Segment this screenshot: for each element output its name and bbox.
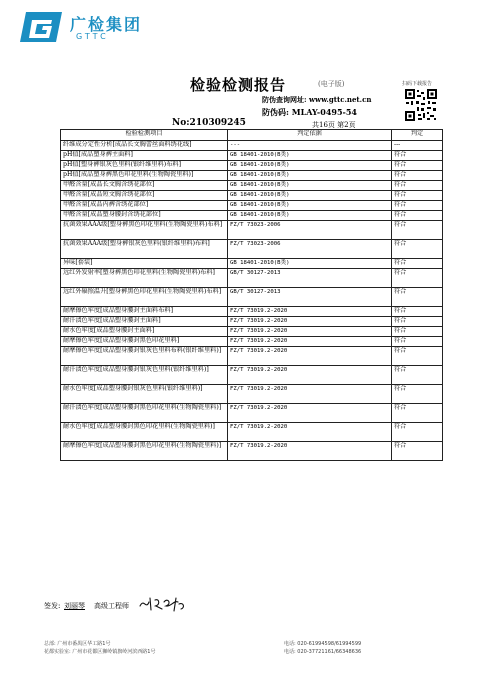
cell-result: 符合 <box>392 317 443 327</box>
table-row <box>61 288 443 307</box>
footer-phone-lab: 电话: 020-37721161/66348636 <box>284 649 362 655</box>
table-row <box>61 181 443 191</box>
cell-basis: GB/T 30127-2013 <box>228 269 392 288</box>
handwritten-signature-icon <box>138 594 188 614</box>
cell-result: 符合 <box>392 385 443 404</box>
cell-result: 符合 <box>392 337 443 347</box>
cell-result: 符合 <box>392 221 443 240</box>
cell-item: pH值[成品塑身裤黑色印花里料(生物陶瓷里料)] <box>61 171 228 181</box>
table-row <box>61 240 443 259</box>
cell-result: 符合 <box>392 423 443 442</box>
cell-item: 耐汗渍色牢度[成品塑身腰封黑色印花里料(生物陶瓷里料)] <box>61 404 228 423</box>
table-row <box>61 269 443 288</box>
table-row <box>61 141 443 151</box>
cell-result: 符合 <box>392 288 443 307</box>
footer-address-hq: 总部: 广州市番禺区华工路1号 <box>44 641 111 647</box>
qr-code-icon[interactable] <box>404 88 438 122</box>
cell-basis: GB 18401-2010(B类) <box>228 211 392 221</box>
cell-result: 符合 <box>392 269 443 288</box>
cell-item: 异味[套装] <box>61 259 228 269</box>
cell-basis: GB 18401-2010(B类) <box>228 201 392 211</box>
verify-code: 防伪码: MLAY-0495-54 <box>262 107 357 117</box>
cell-basis: GB 18401-2010(B类) <box>228 181 392 191</box>
table-row <box>61 259 443 269</box>
cell-item: 耐水色牢度[成品塑身腰封黑色印花里料(生物陶瓷里料)] <box>61 423 228 442</box>
cell-basis: GB 18401-2010(B类) <box>228 259 392 269</box>
qr-label: 扫码下载报告 <box>402 81 433 87</box>
table-row <box>61 442 443 461</box>
cell-basis: GB/T 30127-2013 <box>228 288 392 307</box>
cell-result: 符合 <box>392 404 443 423</box>
report-title: 检验检测报告 <box>190 76 287 94</box>
cell-result: 符合 <box>392 211 443 221</box>
cell-item: 耐摩擦色牢度[成品塑身腰封银灰色里料布料(银纤维里料)] <box>61 347 228 366</box>
cell-item: 耐汗渍色牢度[成品塑身腰封主面料] <box>61 317 228 327</box>
header-result: 判定 <box>392 130 443 141</box>
signer-name: 刘丽琴 <box>64 602 85 610</box>
header-basis: 判定依据 <box>228 130 392 141</box>
cell-item: 远红外辐照温升[塑身裤黑色印花里料(生物陶瓷里料)布料] <box>61 288 228 307</box>
cell-basis: FZ/T 73023-2006 <box>228 240 392 259</box>
logo-text-cn: 广检集团 <box>70 15 143 34</box>
table-row <box>61 151 443 161</box>
cell-item: pH值[塑身裤银灰色里料(银纤维里料)布料] <box>61 161 228 171</box>
cell-result: 符合 <box>392 161 443 171</box>
cell-basis: GB 18401-2010(B类) <box>228 191 392 201</box>
cell-result: 符合 <box>392 366 443 385</box>
footer-phone-hq: 电话: 020-61994598/61994599 <box>284 641 362 647</box>
cell-basis: FZ/T 73019.2-2020 <box>228 327 392 337</box>
cell-basis: --- <box>228 141 392 151</box>
test-results-table <box>60 129 443 461</box>
cell-item: 纤维成分定性分析[成品长文胸蕾丝面料绣花线] <box>61 141 228 151</box>
cell-result: --- <box>392 141 443 151</box>
cell-basis: GB 18401-2010(B类) <box>228 171 392 181</box>
cell-result: 符合 <box>392 327 443 337</box>
cell-item: 耐水色牢度[成品塑身腰封主面料] <box>61 327 228 337</box>
cell-result: 符合 <box>392 240 443 259</box>
sign-label: 签发: <box>44 602 61 610</box>
cell-item: 甲醛含量[成品塑身腰封含绣花部位] <box>61 211 228 221</box>
cell-basis: FZ/T 73019.2-2020 <box>228 366 392 385</box>
verify-website: 防伪查询网址: www.gttc.net.cn <box>262 95 372 104</box>
cell-result: 符合 <box>392 307 443 317</box>
cell-result: 符合 <box>392 259 443 269</box>
table-row <box>61 307 443 317</box>
cell-basis: FZ/T 73019.2-2020 <box>228 317 392 327</box>
cell-result: 符合 <box>392 347 443 366</box>
cell-result: 符合 <box>392 442 443 461</box>
cell-basis: FZ/T 73019.2-2020 <box>228 347 392 366</box>
cell-item: 甲醛含量[成品内裤含绣花部位] <box>61 201 228 211</box>
page-indicator: 共16页 第2页 <box>312 121 356 129</box>
table-row <box>61 404 443 423</box>
footer-address-lab: 花都实验室: 广州市花都区狮岭镇旗岭河滨西路1号 <box>44 649 156 655</box>
table-row <box>61 317 443 327</box>
table-row <box>61 347 443 366</box>
cell-item: 耐水色牢度[成品塑身腰封银灰色里料(银纤维里料)] <box>61 385 228 404</box>
cell-basis: GB 18401-2010(B类) <box>228 161 392 171</box>
table-row <box>61 171 443 181</box>
cell-basis: FZ/T 73019.2-2020 <box>228 337 392 347</box>
edition-label: (电子版) <box>318 80 345 88</box>
cell-result: 符合 <box>392 151 443 161</box>
cell-item: 抗菌效果AAA级[塑身裤银灰色里料(银纤维里料)布料] <box>61 240 228 259</box>
cell-result: 符合 <box>392 181 443 191</box>
report-number: No:210309245 <box>172 118 246 128</box>
cell-basis: FZ/T 73019.2-2020 <box>228 307 392 317</box>
table-row <box>61 327 443 337</box>
table-row <box>61 221 443 240</box>
cell-result: 符合 <box>392 201 443 211</box>
cell-basis: FZ/T 73023-2006 <box>228 221 392 240</box>
cell-item: 耐摩擦色牢度[成品塑身腰封黑色印花里料(生物陶瓷里料)] <box>61 442 228 461</box>
cell-basis: FZ/T 73019.2-2020 <box>228 404 392 423</box>
header-item: 检验检测项目 <box>61 130 228 141</box>
cell-basis: GB 18401-2010(B类) <box>228 151 392 161</box>
cell-result: 符合 <box>392 191 443 201</box>
logo-text-en: GTTC <box>76 32 109 41</box>
cell-result: 符合 <box>392 171 443 181</box>
company-logo <box>18 10 178 48</box>
cell-item: 甲醛含量[成品长文胸含绣花部位] <box>61 181 228 191</box>
cell-item: 远红外发射率[塑身裤黑色印花里料(生物陶瓷里料)布料] <box>61 269 228 288</box>
cell-basis: FZ/T 73019.2-2020 <box>228 385 392 404</box>
table-header-row <box>61 130 443 141</box>
cell-basis: FZ/T 73019.2-2020 <box>228 442 392 461</box>
table-row <box>61 337 443 347</box>
table-row <box>61 201 443 211</box>
table-row <box>61 366 443 385</box>
table-row <box>61 385 443 404</box>
cell-basis: FZ/T 73019.2-2020 <box>228 423 392 442</box>
cell-item: 耐摩擦色牢度[成品塑身腰封主面料布料] <box>61 307 228 317</box>
logo-mark-icon <box>18 10 64 44</box>
table-row <box>61 211 443 221</box>
cell-item: 耐汗渍色牢度[成品塑身腰封银灰色里料(银纤维里料)] <box>61 366 228 385</box>
cell-item: pH值[成品塑身裤主面料] <box>61 151 228 161</box>
signer-title: 高级工程师 <box>94 602 129 610</box>
table-row <box>61 191 443 201</box>
cell-item: 抗菌效果AAA级[塑身裤黑色印花里料(生物陶瓷里料)布料] <box>61 221 228 240</box>
table-row <box>61 423 443 442</box>
cell-item: 耐摩擦色牢度[成品塑身腰封黑色印花里料] <box>61 337 228 347</box>
cell-item: 甲醛含量[成品短文胸含绣花部位] <box>61 191 228 201</box>
table-row <box>61 161 443 171</box>
